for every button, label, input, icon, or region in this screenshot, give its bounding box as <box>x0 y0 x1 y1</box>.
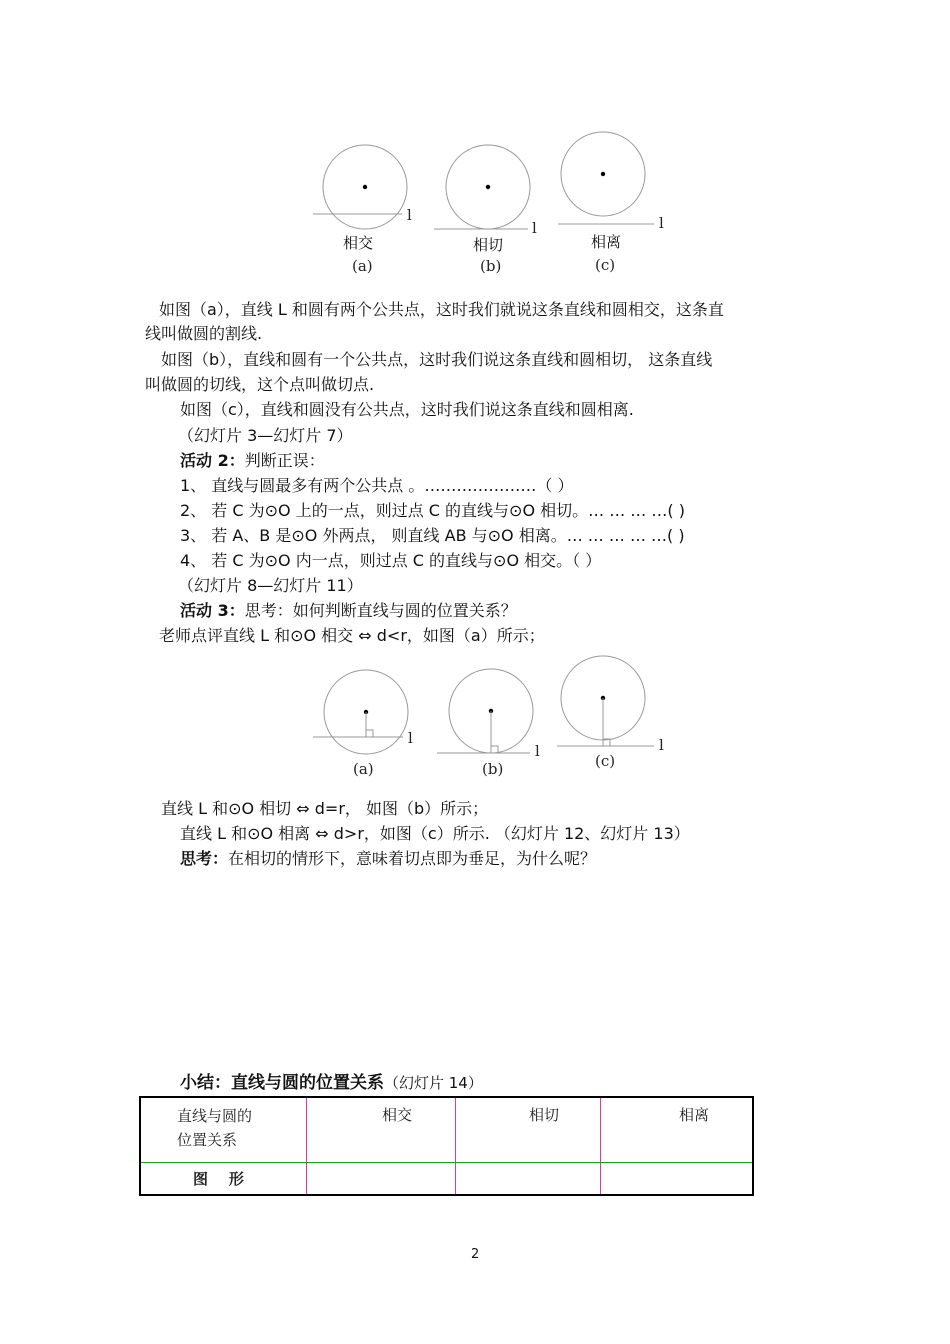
slides-ref-1: （幻灯片 3—幻灯片 7） <box>178 426 353 445</box>
page-number: 2 <box>471 1247 480 1262</box>
line2-label-c: l <box>659 736 664 754</box>
activity2-title: 活动 2： <box>180 451 245 470</box>
header-line-1: 直线与圆的 <box>177 1107 253 1125</box>
para-separate: 如图（c），直线和圆没有公共点，这时我们说这条直线和圆相离. <box>180 400 634 419</box>
summary-table <box>139 1096 754 1196</box>
caption-intersect: 相交 <box>343 234 374 252</box>
think-text: 在相切的情形下，意味着切点即为垂足，为什么呢？ <box>228 849 597 868</box>
tag-a: (a) <box>352 257 373 275</box>
think-title: 思考： <box>180 849 229 868</box>
table-vline-3 <box>600 1098 601 1194</box>
para-intersect-line2: 线叫做圆的割线. <box>145 324 263 343</box>
tag-b: (b) <box>480 257 502 275</box>
right-angle-mark-b <box>491 746 498 753</box>
tangent-condition: 直线 L 和⊙O 相切 ⇔ d=r， 如图（b）所示； <box>161 799 489 818</box>
center-dot-c <box>601 172 605 176</box>
center-dot-b <box>486 185 490 189</box>
para-tangent-line1: 如图（b），直线和圆有一个公共点，这时我们说这条直线和圆相切， 这条直线 <box>161 350 713 369</box>
tag2-c: (c) <box>595 752 616 770</box>
activity3-text: 思考：如何判断直线与圆的位置关系？ <box>244 601 517 620</box>
question-4: 4、 若 C 为⊙O 内一点，则过点 C 的直线与⊙O 相交。（ ） <box>180 551 602 570</box>
tag-c: (c) <box>595 256 616 274</box>
table-vline-2 <box>455 1098 456 1194</box>
question-3: 3、 若 A、B 是⊙O 外两点， 则直线 AB 与⊙O 相离。… … … … …( ) <box>180 526 685 545</box>
row-label-figure: 图 形 <box>193 1170 244 1188</box>
slides-ref-2: （幻灯片 8—幻灯片 11） <box>178 576 363 595</box>
caption-tangent: 相切 <box>473 236 504 254</box>
activity3-heading <box>180 599 517 623</box>
col-tangent: 相切 <box>529 1106 560 1124</box>
activity2-heading <box>180 449 325 473</box>
para-intersect-line1: 如图（a），直线 L 和圆有两个公共点，这时我们就说这条直线和圆相交，这条直 <box>159 300 724 319</box>
summary-slide-ref: （幻灯片 14） <box>384 1074 483 1092</box>
center-dot-a <box>363 185 367 189</box>
tag2-b: (b) <box>482 760 504 778</box>
col-intersect: 相交 <box>382 1106 413 1124</box>
line2-label-b: l <box>535 742 540 760</box>
teacher-comment: 老师点评直线 L 和⊙O 相交 ⇔ d<r，如图（a）所示； <box>159 626 545 645</box>
activity2-text: 判断正误： <box>244 451 325 470</box>
line-label-c: l <box>659 214 664 232</box>
line-label-a: l <box>407 206 412 224</box>
header-line-2: 位置关系 <box>177 1131 238 1149</box>
activity3-title: 活动 3： <box>180 601 245 620</box>
tag2-a: (a) <box>353 760 374 778</box>
table-vline-1 <box>306 1098 307 1194</box>
summary-heading <box>180 1071 483 1095</box>
table-hline <box>141 1162 752 1163</box>
caption-separate: 相离 <box>591 233 622 251</box>
table-header-cell <box>177 1104 252 1152</box>
line-label-b: l <box>532 219 537 237</box>
right-angle-mark-a <box>366 730 373 737</box>
summary-title: 小结：直线与圆的位置关系 <box>180 1073 384 1093</box>
line2-label-a: l <box>408 729 413 747</box>
col-separate: 相离 <box>679 1106 710 1124</box>
think-paragraph <box>180 847 596 871</box>
separate-condition: 直线 L 和⊙O 相离 ⇔ d>r，如图（c）所示. （幻灯片 12、幻灯片 13） <box>180 824 690 843</box>
question-1: 1、 直线与圆最多有两个公共点 。…………………（ ） <box>180 476 574 495</box>
question-2: 2、 若 C 为⊙O 上的一点，则过点 C 的直线与⊙O 相切。… … … …( ) <box>180 501 685 520</box>
para-tangent-line2: 叫做圆的切线，这个点叫做切点. <box>145 375 375 394</box>
